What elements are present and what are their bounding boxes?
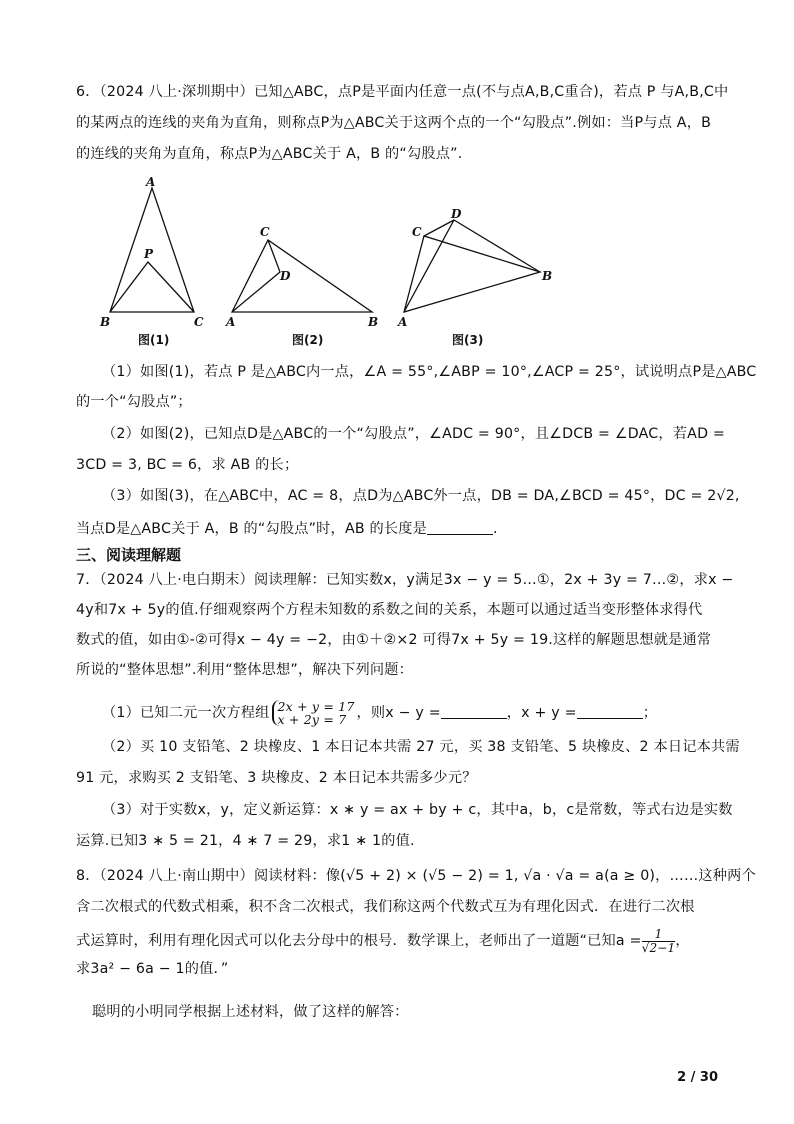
q7-part1-pre: （1）已知二元一次方程组 xyxy=(102,705,270,721)
q8-line-1: 8．（2024 八上·南山期中）阅读材料：像(√5 + 2) × (√5 − 2) = 1, √a · √a = a(a ≥ 0)，……这种两个 xyxy=(76,868,756,884)
fig3-label-B: B xyxy=(542,269,553,283)
fraction-numerator: 1 xyxy=(642,928,676,942)
fig2-caption: 图(2) xyxy=(292,333,324,347)
fig2-label-D: D xyxy=(280,269,291,283)
fig1-label-P: P xyxy=(144,247,154,261)
q7-line-3: 数式的值，如由①-②可得x − 4y = −2，由①＋②×2 可得7x + 5y = 19.这样的解题思想就是通常 xyxy=(76,632,712,648)
q7-part3-line-1: （3）对于实数x，y，定义新运算：x ∗ y = ax + by + c，其中a，b，c是常数，等式右边是实数 xyxy=(102,802,733,818)
fig3-label-C: C xyxy=(412,225,422,239)
q8-line-3-text: 式运算时，利用有理化因式可以化去分母中的根号．数学课上，老师出了一道题“已知a = xyxy=(76,933,642,949)
equation-2: x + 2y = 7 xyxy=(277,712,347,727)
figure-2 xyxy=(232,240,372,312)
equation-system xyxy=(272,700,355,726)
q7-part1-mid: ，则x − y = xyxy=(356,705,441,721)
fraction xyxy=(642,928,676,955)
fig2-label-C: C xyxy=(260,225,270,239)
fig1-caption: 图(1) xyxy=(138,333,170,347)
q7-line-4: 所说的“整体思想”.利用“整体思想”，解决下列问题： xyxy=(76,662,414,678)
fig3-caption: 图(3) xyxy=(452,333,484,347)
q6-line-1: 6．（2024 八上·深圳期中）已知△ABC，点P是平面内任意一点(不与点A,B,C重合)，若点 P 与A,B,C中 xyxy=(76,84,729,100)
q6-part1-line-1: （1）如图(1)，若点 P 是△ABC内一点，∠A = 55°,∠ABP = 10°,∠ACP = 25°，试说明点P是△ABC xyxy=(102,364,757,380)
fig2-label-B: B xyxy=(368,315,379,329)
fig2-label-A: A xyxy=(226,315,236,329)
q6-part3-line-1: （3）如图(3)，在△ABC中，AC = 8，点D为△ABC外一点，DB = DA,∠BCD = 45°，DC = 2√2, xyxy=(102,488,740,504)
q8-line-5: 聪明的小明同学根据上述材料，做了这样的解答： xyxy=(92,1004,409,1020)
q8-line-4: 求3a² − 6a − 1的值．” xyxy=(76,961,229,977)
figure-3 xyxy=(404,220,540,312)
q6-part3-text: 当点D是△ABC关于 A，B 的“勾股点”时，AB 的长度是 xyxy=(76,521,428,537)
figure-3-lines xyxy=(404,220,540,312)
fig1-label-B: B xyxy=(100,315,111,329)
q7-part2-line-1: （2）买 10 支铅笔、2 块橡皮、1 本日记本共需 27 元，买 38 支铅笔、5 块橡皮、2 本日记本共需 xyxy=(102,739,740,755)
fig3-label-D: D xyxy=(451,207,462,221)
q6-part2-line-2: 3CD = 3, BC = 6，求 AB 的长； xyxy=(76,457,299,473)
q6-part2-line-1: （2）如图(2)，已知点D是△ABC的一个“勾股点”，∠ADC = 90°，且∠DCB = ∠DAC，若AD = xyxy=(102,426,725,442)
fig1-label-C: C xyxy=(194,315,204,329)
fig1-label-A: A xyxy=(146,176,156,189)
q8-line-3 xyxy=(76,924,726,958)
q6-part3-line-2 xyxy=(76,519,726,539)
geometry-figures xyxy=(96,176,576,348)
q7-line-2: 4y和7x + 5y的值.仔细观察两个方程未知数的系数之间的关系，本题可以通过适当变形整体求得代 xyxy=(76,602,703,618)
q8-line-3-end: ， xyxy=(675,933,690,949)
q7-part2-line-2: 91 元，求购买 2 支铅笔、3 块橡皮、2 本日记本共需多少元？ xyxy=(76,770,477,786)
q6-part3-end: . xyxy=(493,521,498,537)
q7-part1 xyxy=(102,698,752,728)
figure-2-lines xyxy=(232,240,372,312)
q7-line-1: 7．（2024 八上·电白期末）阅读理解：已知实数x，y满足3x − y = 5…①，2x + 3y = 7…②，求x − xyxy=(76,572,734,588)
q7-part3-line-2: 运算.已知3 ∗ 5 = 21，4 ∗ 7 = 29，求1 ∗ 1的值. xyxy=(76,833,415,849)
fig3-label-A: A xyxy=(398,315,408,329)
q6-part1-line-2: 的一个“勾股点”； xyxy=(76,394,192,410)
q6-line-2: 的某两点的连线的夹角为直角，则称点P为△ABC关于这两个点的一个“勾股点”.例如：当P与点 A，B xyxy=(76,115,712,131)
answer-blank xyxy=(427,520,493,535)
q8-line-2: 含二次根式的代数式相乘，积不含二次根式，我们称这两个代数式互为有理化因式．在进行二次根 xyxy=(76,899,695,915)
fraction-denominator: √2−1 xyxy=(641,940,676,955)
answer-blank-2 xyxy=(577,704,643,719)
q7-part1-end: ； xyxy=(642,705,658,721)
q6-line-3: 的连线的夹角为直角，称点P为△ABC关于 A，B 的“勾股点”. xyxy=(76,146,463,162)
answer-blank-1 xyxy=(441,704,507,719)
page-number: 2 / 30 xyxy=(677,1070,718,1085)
q7-part1-mid2: ，x + y = xyxy=(506,705,577,721)
section-heading: 三、阅读理解题 xyxy=(76,546,182,564)
equation-1: 2x + y = 17 xyxy=(277,699,355,714)
